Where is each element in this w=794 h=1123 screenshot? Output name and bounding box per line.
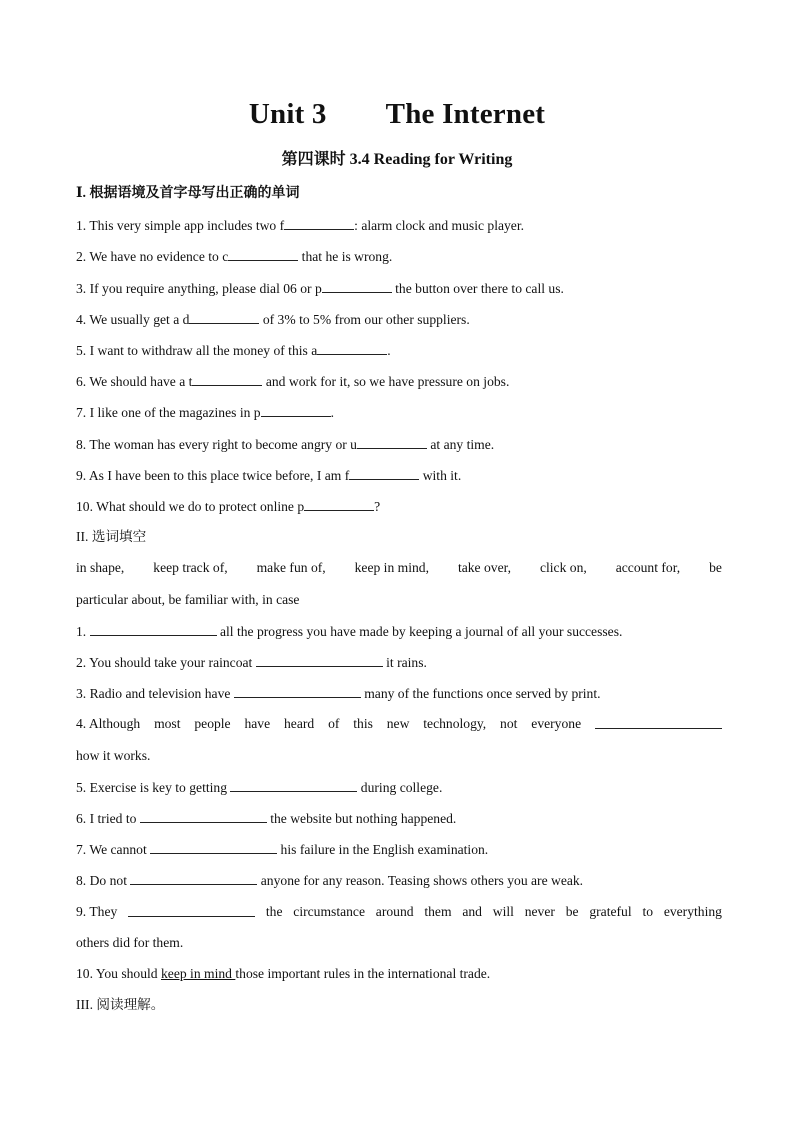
answer-blank[interactable] [284,216,354,230]
answer-blank[interactable] [234,684,361,698]
answer-blank[interactable] [595,715,722,729]
answer-blank[interactable] [140,809,267,823]
phrase-bank-line2: particular about, be familiar with, in case [76,592,300,607]
phrase-bank-line1 [76,559,722,577]
answer-blank[interactable] [228,247,298,261]
s2-item-2: 2. You should take your raincoat it rains. [76,655,427,670]
s1-item-4: 4. We usually get a d of 3% to 5% from our other suppliers. [76,312,470,327]
phrase: take over, [457,560,512,575]
s2-item-3: 3. Radio and television have many of the functions once served by print. [76,686,601,701]
phrase: account for, [615,560,681,575]
answer-blank[interactable] [256,653,383,667]
s2-item-7: 7. We cannot his failure in the English examination. [76,842,489,857]
s2-item-9: 9. They the circumstance around them and will never be grateful to everything [76,904,722,919]
s1-item-6: 6. We should have a t and work for it, so we have pressure on jobs. [76,374,510,389]
phrase: in shape, [76,560,125,575]
page-subtitle: 第四课时 3.4 Reading for Writing [281,151,513,168]
s1-item-1: 1. This very simple app includes two f : alarm clock and music player. [76,218,525,233]
s2-item-6: 6. I tried to the website but nothing happened. [76,811,457,826]
answer-blank[interactable] [230,778,357,792]
phrase: click on, [539,560,587,575]
filled-answer: keep in mind [161,966,236,981]
s1-item-5: 5. I want to withdraw all the money of this a . [76,343,391,358]
s2-item-10: 10. You should keep in mind those important rules in the international trade. [76,966,491,981]
s1-item-9: 9. As I have been to this place twice before, I am f with it. [76,468,462,483]
s1-item-10: 10. What should we do to protect online p ? [76,499,381,514]
s2-item-1: 1. all the progress you have made by keeping a journal of all your successes. [76,624,623,639]
answer-blank[interactable] [317,341,387,355]
s1-item-2: 2. We have no evidence to c that he is wrong. [76,249,393,264]
s2-item-4: 4. Although most people have heard of this new technology, not everyone [76,715,722,733]
phrase: keep in mind, [354,560,429,575]
answer-blank[interactable] [189,310,259,324]
answer-blank[interactable] [357,435,427,449]
s1-item-8: 8. The woman has every right to become angry or u at any time. [76,437,495,452]
s1-item-3: 3. If you require anything, please dial 06 or p the button over there to call us. [76,281,564,296]
answer-blank[interactable] [349,466,419,480]
s1-item-7: 7. I like one of the magazines in p . [76,405,334,420]
answer-blank[interactable] [192,372,262,386]
answer-blank[interactable] [322,279,392,293]
phrase: be [709,560,722,575]
answer-blank[interactable] [304,497,374,511]
answer-blank[interactable] [128,903,255,917]
section2-heading: II. 选词填空 [76,529,147,544]
answer-blank[interactable] [261,403,331,417]
section3-heading: III. 阅读理解。 [76,997,165,1012]
section1-heading: Ⅰ. 根据语境及首字母写出正确的单词 [76,186,300,201]
s2-item-8: 8. Do not anyone for any reason. Teasing shows others you are weak. [76,873,584,888]
s2-item-5: 5. Exercise is key to getting during college. [76,780,443,795]
s2-item-9-cont: others did for them. [76,935,184,950]
phrase: make fun of, [256,560,326,575]
answer-blank[interactable] [130,871,257,885]
s2-item-4-cont: how it works. [76,748,151,763]
answer-blank[interactable] [90,622,217,636]
answer-blank[interactable] [150,840,277,854]
page-title: Unit 3 The Internet [248,98,546,130]
phrase: keep track of, [153,560,228,575]
